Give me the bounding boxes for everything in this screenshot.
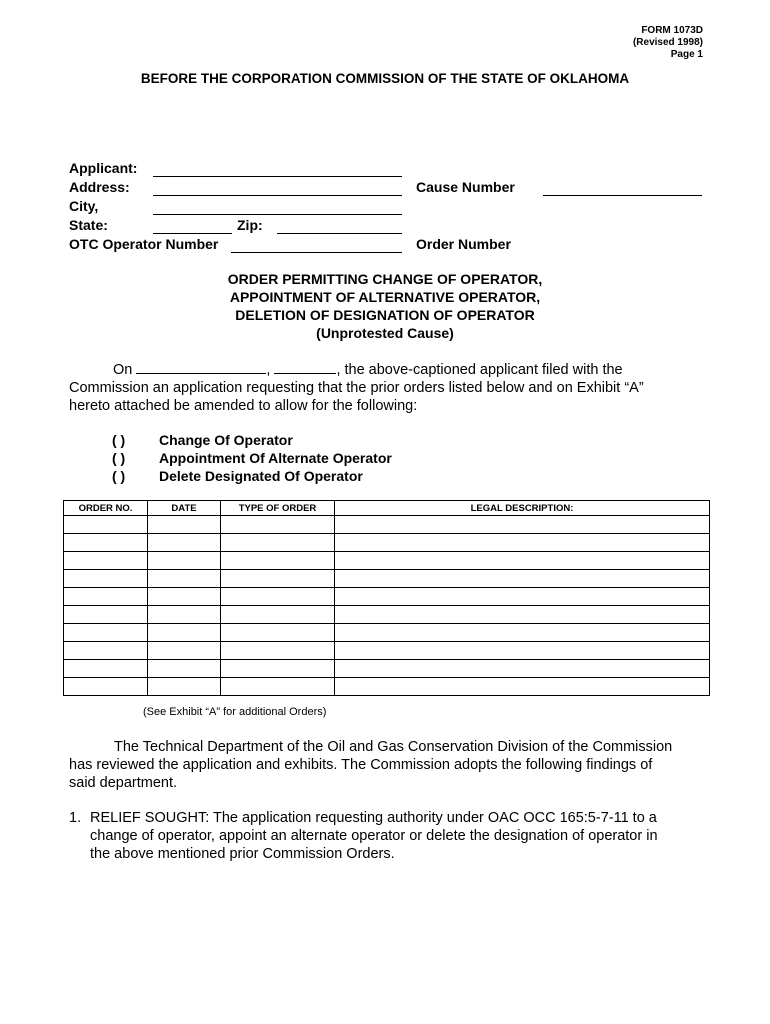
- table-body: [64, 516, 710, 696]
- table-row: [64, 642, 710, 660]
- applicant-field[interactable]: [153, 176, 402, 177]
- otc-operator-number-field[interactable]: [231, 252, 402, 253]
- legal-description-cell[interactable]: [335, 642, 710, 660]
- option-appointment-alternate-operator[interactable]: [112, 450, 512, 468]
- legal-description-cell[interactable]: [335, 678, 710, 696]
- relief-line-3: the above mentioned prior Commission Orders.: [90, 846, 395, 862]
- legal-description-cell[interactable]: [335, 660, 710, 678]
- type-of-order-cell[interactable]: [221, 678, 335, 696]
- date-cell[interactable]: [148, 624, 221, 642]
- option-checkbox[interactable]: ( ): [112, 450, 126, 466]
- date-cell[interactable]: [148, 570, 221, 588]
- form-number: FORM 1073D: [641, 25, 703, 36]
- order-no-cell[interactable]: [64, 624, 148, 642]
- relief-line-1: RELIEF SOUGHT: The application requesting authority under OAC OCC 165:5-7-11 to a: [90, 810, 657, 826]
- order-no-cell[interactable]: [64, 606, 148, 624]
- technical-paragraph: [69, 738, 749, 792]
- date-cell[interactable]: [148, 606, 221, 624]
- city-label: City,: [69, 198, 99, 214]
- applicant-label: Applicant:: [69, 160, 138, 176]
- intro-rest: , the above-captioned applicant filed with the: [336, 362, 623, 378]
- filing-date-field[interactable]: [136, 361, 266, 374]
- table-row: [64, 624, 710, 642]
- legal-description-cell[interactable]: [335, 588, 710, 606]
- table-header-row: [64, 501, 710, 516]
- option-change-of-operator[interactable]: [112, 432, 512, 450]
- legal-description-cell[interactable]: [335, 534, 710, 552]
- legal-description-cell[interactable]: [335, 624, 710, 642]
- order-no-header: ORDER NO.: [64, 501, 148, 516]
- order-title-line: APPOINTMENT OF ALTERNATIVE OPERATOR,: [229, 289, 541, 305]
- relief-number: 1.: [69, 810, 82, 826]
- order-title-line: (Unprotested Cause): [316, 325, 454, 341]
- relief-sought-item: [69, 809, 749, 863]
- date-cell[interactable]: [148, 660, 221, 678]
- table-row: [64, 678, 710, 696]
- type-of-order-cell[interactable]: [221, 624, 335, 642]
- order-no-cell[interactable]: [64, 516, 148, 534]
- type-of-order-cell[interactable]: [221, 588, 335, 606]
- type-of-order-cell[interactable]: [221, 570, 335, 588]
- legal-description-header: LEGAL DESCRIPTION:: [335, 501, 710, 516]
- table-row: [64, 570, 710, 588]
- zip-label: Zip:: [237, 217, 263, 233]
- intro-paragraph: [69, 361, 729, 415]
- intro-comma: ,: [266, 362, 271, 378]
- type-of-order-cell[interactable]: [221, 606, 335, 624]
- date-header: DATE: [148, 501, 221, 516]
- type-of-order-cell[interactable]: [221, 552, 335, 570]
- address-field[interactable]: [153, 195, 402, 196]
- date-cell[interactable]: [148, 552, 221, 570]
- option-delete-designated-operator[interactable]: [112, 468, 512, 486]
- order-title-line: ORDER PERMITTING CHANGE OF OPERATOR,: [227, 271, 543, 287]
- technical-line-2: has reviewed the application and exhibits. The Commission adopts the following findings of: [69, 757, 653, 773]
- exhibit-note: (See Exhibit “A” for additional Orders): [143, 706, 327, 718]
- table-row: [64, 660, 710, 678]
- city-field[interactable]: [153, 214, 402, 215]
- legal-description-cell[interactable]: [335, 516, 710, 534]
- relief-line-2: change of operator, appoint an alternate operator or delete the designation of operator in: [90, 828, 658, 844]
- order-no-cell[interactable]: [64, 678, 148, 696]
- order-no-cell[interactable]: [64, 534, 148, 552]
- table-row: [64, 606, 710, 624]
- prior-orders-table: [63, 500, 710, 696]
- date-cell[interactable]: [148, 642, 221, 660]
- intro-line-3: hereto attached be amended to allow for the following:: [69, 398, 418, 414]
- cause-number-label: Cause Number: [416, 179, 515, 195]
- date-cell[interactable]: [148, 516, 221, 534]
- commission-heading: BEFORE THE CORPORATION COMMISSION OF THE STATE OF OKLAHOMA: [140, 71, 630, 86]
- option-checkbox[interactable]: ( ): [112, 432, 126, 448]
- page-number: Page 1: [670, 49, 703, 60]
- intro-line-1: [69, 361, 729, 379]
- option-label: Delete Designated Of Operator: [159, 468, 363, 484]
- cause-number-field[interactable]: [543, 195, 702, 196]
- type-of-order-cell[interactable]: [221, 534, 335, 552]
- option-label: Change Of Operator: [159, 432, 293, 448]
- table-row: [64, 588, 710, 606]
- order-no-cell[interactable]: [64, 552, 148, 570]
- intro-line-2: Commission an application requesting that the prior orders listed below and on Exhibit “A”: [69, 380, 644, 396]
- form-revision: (Revised 1998): [632, 37, 703, 48]
- type-of-order-cell[interactable]: [221, 660, 335, 678]
- state-label: State:: [69, 217, 108, 233]
- type-of-order-cell[interactable]: [221, 642, 335, 660]
- address-label: Address:: [69, 179, 130, 195]
- order-no-cell[interactable]: [64, 588, 148, 606]
- order-no-cell[interactable]: [64, 660, 148, 678]
- table-row: [64, 534, 710, 552]
- zip-field[interactable]: [277, 233, 402, 234]
- table-row: [64, 516, 710, 534]
- technical-line-3: said department.: [69, 775, 178, 791]
- order-number-label: Order Number: [416, 236, 511, 252]
- intro-on: On: [113, 362, 133, 378]
- date-cell[interactable]: [148, 678, 221, 696]
- option-checkbox[interactable]: ( ): [112, 468, 126, 484]
- order-title-line: DELETION OF DESIGNATION OF OPERATOR: [235, 307, 535, 323]
- filing-year-field[interactable]: [274, 361, 336, 374]
- type-of-order-cell[interactable]: [221, 516, 335, 534]
- table-row: [64, 552, 710, 570]
- form-identifier: [633, 25, 703, 61]
- legal-description-cell[interactable]: [335, 552, 710, 570]
- order-title: [0, 270, 770, 342]
- technical-line-1: The Technical Department of the Oil and Gas Conservation Division of the Commission: [114, 739, 673, 755]
- otc-operator-number-label: OTC Operator Number: [69, 236, 219, 252]
- order-no-cell[interactable]: [64, 642, 148, 660]
- date-cell[interactable]: [148, 588, 221, 606]
- legal-description-cell[interactable]: [335, 570, 710, 588]
- date-cell[interactable]: [148, 534, 221, 552]
- type-of-order-header: TYPE OF ORDER: [221, 501, 335, 516]
- state-field[interactable]: [153, 233, 232, 234]
- order-no-cell[interactable]: [64, 570, 148, 588]
- option-label: Appointment Of Alternate Operator: [159, 450, 392, 466]
- legal-description-cell[interactable]: [335, 606, 710, 624]
